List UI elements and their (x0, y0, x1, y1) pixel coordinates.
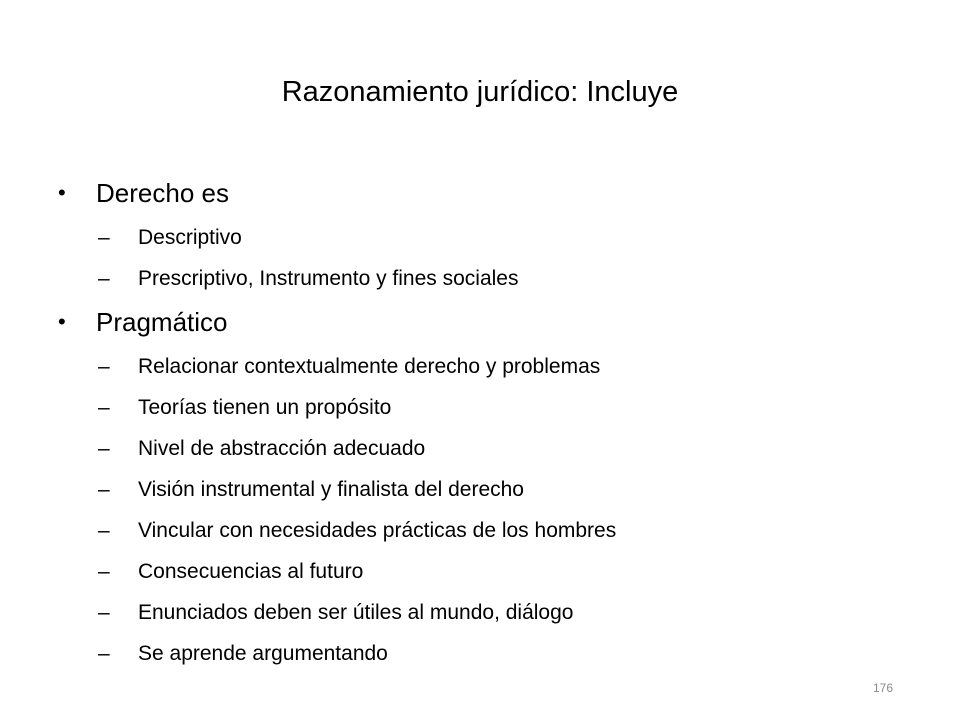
dash-icon: – (98, 560, 110, 583)
sub-bullet (58, 217, 918, 258)
bullet-pragmatico (58, 299, 918, 345)
sub-bullet (58, 428, 918, 469)
sub-bullet-text: Enunciados deben ser útiles al mundo, diálogo (138, 601, 574, 624)
sub-bullet (58, 387, 918, 428)
dash-icon: – (98, 642, 110, 665)
sub-bullet-text: Descriptivo (138, 226, 242, 249)
sub-bullet (58, 633, 918, 674)
dash-icon: – (98, 396, 110, 419)
page-number: 176 (873, 681, 894, 695)
dash-icon: – (98, 601, 110, 624)
sub-bullet-text: Prescriptivo, Instrumento y fines sociales (138, 267, 519, 290)
dash-icon: – (98, 437, 110, 460)
sub-bullet (58, 346, 918, 387)
sub-bullet (58, 469, 918, 510)
sub-bullet (58, 592, 918, 633)
dash-icon: – (98, 478, 110, 501)
sub-bullet-text: Se aprende argumentando (138, 642, 388, 665)
dash-icon: – (98, 355, 110, 378)
slide-content (58, 170, 918, 674)
sub-bullet-text: Relacionar contextualmente derecho y problemas (138, 355, 601, 378)
sub-bullet-text: Vincular con necesidades prácticas de los hombres (138, 519, 617, 542)
sub-bullet-text: Nivel de abstracción adecuado (138, 437, 426, 460)
bullet-icon: • (58, 180, 66, 205)
bullet-text: Derecho es (96, 178, 229, 208)
bullet-text: Pragmático (96, 307, 228, 337)
sub-bullet (58, 551, 918, 592)
sub-bullet (58, 510, 918, 551)
dash-icon: – (98, 519, 110, 542)
sub-bullet-text: Visión instrumental y finalista del derecho (138, 478, 524, 501)
sub-bullet-text: Consecuencias al futuro (138, 560, 364, 583)
slide-title: Razonamiento jurídico: Incluye (281, 76, 679, 108)
bullet-icon: • (58, 309, 66, 334)
sub-bullet (58, 258, 918, 299)
dash-icon: – (98, 267, 110, 290)
dash-icon: – (98, 226, 110, 249)
sub-bullet-text: Teorías tienen un propósito (138, 396, 392, 419)
bullet-derecho-es (58, 170, 918, 216)
